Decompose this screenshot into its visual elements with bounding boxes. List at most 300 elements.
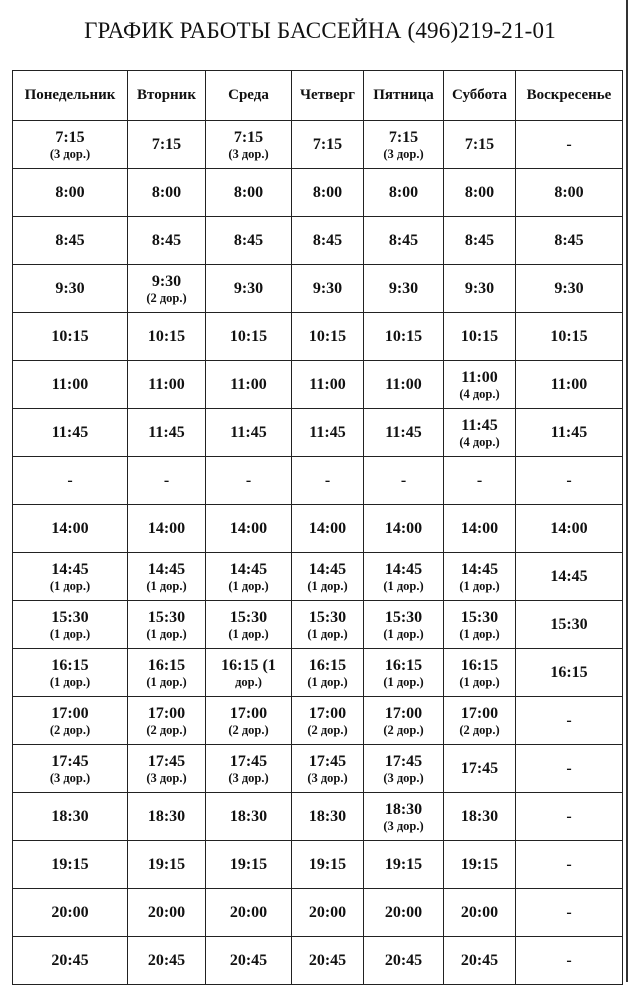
session-time: 14:00 (51, 520, 89, 537)
schedule-cell-monday (13, 841, 128, 889)
session-time: 10:15 (308, 328, 347, 345)
session-time: 16:15 (460, 656, 499, 674)
session-time: 9:30 (233, 280, 264, 297)
session-time: 10:15 (147, 328, 186, 345)
schedule-cell-sunday (516, 601, 623, 649)
lanes-note: (3 дор.) (146, 770, 187, 785)
schedule-cell-saturday (444, 937, 516, 985)
session-time: 10:15 (550, 328, 588, 345)
lanes-note: (1 дор.) (228, 626, 269, 641)
session-time: 9:30 (554, 280, 584, 297)
schedule-cell-sunday (516, 697, 623, 745)
schedule-cell-monday (13, 793, 128, 841)
session-time: 14:00 (147, 520, 186, 537)
session-time: 19:15 (51, 856, 89, 873)
session-time: 10:15 (384, 328, 423, 345)
schedule-cell-wednesday (206, 361, 292, 409)
session-time: 18:30 (147, 808, 186, 825)
session-time: 17:45 (308, 752, 347, 770)
session-time: 17:45 (229, 752, 268, 770)
session-time: 14:45 (147, 560, 186, 578)
lanes-note: (1 дор.) (307, 626, 348, 641)
schedule-cell-saturday (444, 313, 516, 361)
session-time: 20:00 (460, 904, 499, 921)
session-time: 11:00 (385, 376, 422, 393)
schedule-cell-wednesday (206, 409, 292, 457)
session-time: 19:15 (147, 856, 186, 873)
lanes-note: (1 дор.) (307, 674, 348, 689)
schedule-cell-thursday (292, 649, 364, 697)
lanes-note: (2 дор.) (146, 290, 187, 305)
table-row (13, 841, 623, 889)
session-time: 8:00 (312, 184, 343, 201)
schedule-cell-tuesday (128, 745, 206, 793)
schedule-cell-friday (364, 313, 444, 361)
session-time: 18:30 (460, 808, 499, 825)
table-row (13, 793, 623, 841)
schedule-cell-saturday (444, 409, 516, 457)
schedule-cell-tuesday (128, 505, 206, 553)
schedule-cell-thursday (292, 889, 364, 937)
table-row (13, 169, 623, 217)
session-time: 11:00 (309, 376, 346, 393)
session-time: 20:45 (51, 952, 89, 969)
session-time: 16:15 (147, 656, 186, 674)
schedule-cell-saturday (444, 745, 516, 793)
schedule-cell-sunday (516, 121, 623, 169)
session-time: 17:45 (384, 752, 423, 770)
session-time: 11:45 (51, 424, 89, 441)
table-row (13, 745, 623, 793)
schedule-cell-friday (364, 937, 444, 985)
session-time: 11:00 (51, 376, 89, 393)
schedule-cell-friday (364, 697, 444, 745)
lanes-note: (1 дор.) (49, 626, 91, 641)
schedule-cell-tuesday (128, 841, 206, 889)
session-time: 15:30 (51, 608, 89, 626)
session-time: 8:00 (151, 184, 182, 201)
session-time: 17:00 (147, 704, 186, 722)
session-time: 17:00 (51, 704, 89, 722)
session-time: 14:00 (550, 520, 588, 537)
session-time: 11:45 (461, 416, 498, 434)
schedule-cell-sunday (516, 409, 623, 457)
schedule-cell-tuesday (128, 649, 206, 697)
schedule-cell-monday (13, 937, 128, 985)
page-edge-line (626, 0, 628, 982)
schedule-cell-thursday (292, 265, 364, 313)
session-time: 8:00 (464, 184, 495, 201)
schedule-cell-sunday (516, 745, 623, 793)
session-time: 8:00 (233, 184, 264, 201)
schedule-cell-wednesday (206, 649, 292, 697)
session-time: 8:45 (312, 232, 343, 249)
table-row (13, 505, 623, 553)
lanes-note: (1 дор.) (383, 674, 424, 689)
session-time: 20:45 (384, 952, 423, 969)
lanes-note: (2 дор.) (307, 722, 348, 737)
session-time: - (566, 952, 572, 969)
schedule-cell-thursday (292, 793, 364, 841)
session-time: 20:00 (51, 904, 89, 921)
session-time: 9:30 (151, 272, 182, 290)
schedule-cell-monday (13, 745, 128, 793)
schedule-cell-saturday (444, 265, 516, 313)
schedule-cell-thursday (292, 361, 364, 409)
lanes-note: (3 дор.) (383, 770, 424, 785)
schedule-cell-monday (13, 505, 128, 553)
session-time: 8:00 (55, 184, 85, 201)
schedule-cell-friday (364, 457, 444, 505)
session-time: 9:30 (312, 280, 343, 297)
session-time: 17:45 (51, 752, 89, 770)
schedule-cell-sunday (516, 889, 623, 937)
schedule-cell-saturday (444, 697, 516, 745)
lanes-note: (1 дор.) (459, 674, 500, 689)
session-time: 19:15 (308, 856, 347, 873)
schedule-cell-monday (13, 409, 128, 457)
session-time: - (476, 472, 483, 489)
session-time: 18:30 (51, 808, 89, 825)
lanes-note: (2 дор.) (228, 722, 269, 737)
schedule-cell-thursday (292, 937, 364, 985)
table-row (13, 601, 623, 649)
schedule-cell-wednesday (206, 841, 292, 889)
schedule-cell-friday (364, 217, 444, 265)
schedule-body (13, 121, 623, 985)
schedule-cell-wednesday (206, 505, 292, 553)
session-time: 8:45 (233, 232, 264, 249)
schedule-cell-monday (13, 601, 128, 649)
column-header-tuesday: Вторник (128, 71, 206, 121)
session-time: 11:45 (230, 424, 267, 441)
session-time: 19:15 (460, 856, 499, 873)
schedule-cell-sunday (516, 841, 623, 889)
session-time: 11:45 (309, 424, 346, 441)
lanes-note: (3 дор.) (228, 146, 269, 161)
schedule-cell-thursday (292, 409, 364, 457)
schedule-cell-tuesday (128, 121, 206, 169)
session-time: 11:00 (550, 376, 588, 393)
page-title: ГРАФИК РАБОТЫ БАССЕЙНА (496)219-21-01 (84, 18, 556, 43)
schedule-cell-sunday (516, 361, 623, 409)
column-header-friday: Пятница (364, 71, 444, 121)
session-time: 18:30 (229, 808, 268, 825)
schedule-cell-saturday (444, 601, 516, 649)
lanes-note: (4 дор.) (459, 434, 500, 449)
schedule-cell-wednesday (206, 601, 292, 649)
session-time: 8:00 (388, 184, 419, 201)
session-time: 9:30 (55, 280, 85, 297)
session-time: 11:45 (550, 424, 588, 441)
schedule-cell-wednesday (206, 553, 292, 601)
schedule-cell-tuesday (128, 265, 206, 313)
session-time: 15:30 (229, 608, 268, 626)
session-time: 10:15 (460, 328, 499, 345)
schedule-cell-saturday (444, 505, 516, 553)
lanes-note: (2 дор.) (49, 722, 91, 737)
schedule-cell-thursday (292, 745, 364, 793)
lanes-note: (3 дор.) (307, 770, 348, 785)
schedule-cell-tuesday (128, 553, 206, 601)
session-time: - (163, 472, 170, 489)
schedule-cell-wednesday (206, 457, 292, 505)
session-time: 10:15 (51, 328, 89, 345)
lanes-note: (1 дор.) (146, 674, 187, 689)
schedule-cell-tuesday (128, 697, 206, 745)
table-row (13, 889, 623, 937)
schedule-cell-thursday (292, 841, 364, 889)
table-row (13, 937, 623, 985)
schedule-cell-saturday (444, 457, 516, 505)
session-time: - (566, 808, 572, 825)
schedule-table (12, 70, 623, 985)
lanes-note: дор.) (235, 674, 262, 689)
schedule-cell-sunday (516, 217, 623, 265)
schedule-cell-sunday (516, 505, 623, 553)
session-time: 14:45 (229, 560, 268, 578)
session-time: 15:30 (550, 616, 588, 633)
schedule-cell-monday (13, 553, 128, 601)
lanes-note: (2 дор.) (383, 722, 424, 737)
schedule-cell-monday (13, 697, 128, 745)
lanes-note: (1 дор.) (383, 626, 424, 641)
session-time: 7:15 (233, 128, 264, 146)
session-time: 14:00 (229, 520, 268, 537)
schedule-cell-friday (364, 649, 444, 697)
lanes-note: (3 дор.) (228, 770, 269, 785)
schedule-cell-saturday (444, 649, 516, 697)
schedule-cell-wednesday (206, 937, 292, 985)
session-time: 9:30 (388, 280, 419, 297)
session-time: 14:45 (51, 560, 89, 578)
table-row (13, 217, 623, 265)
session-time: 15:30 (308, 608, 347, 626)
session-time: 20:45 (308, 952, 347, 969)
schedule-cell-sunday (516, 457, 623, 505)
session-time: 15:30 (147, 608, 186, 626)
session-time: - (566, 712, 572, 729)
column-header-monday: Понедельник (13, 71, 128, 121)
session-time: - (324, 472, 331, 489)
schedule-cell-thursday (292, 313, 364, 361)
schedule-cell-friday (364, 553, 444, 601)
session-time: 16:15 (1 (221, 656, 276, 674)
lanes-note: (1 дор.) (146, 578, 187, 593)
column-header-sunday: Воскресенье (516, 71, 623, 121)
session-time: 19:15 (384, 856, 423, 873)
schedule-cell-friday (364, 265, 444, 313)
lanes-note: (3 дор.) (383, 818, 424, 833)
lanes-note: (1 дор.) (307, 578, 348, 593)
session-time: - (566, 136, 572, 153)
session-time: 8:45 (55, 232, 85, 249)
session-time: 20:00 (384, 904, 423, 921)
schedule-cell-tuesday (128, 937, 206, 985)
session-time: 16:15 (550, 664, 588, 681)
schedule-cell-thursday (292, 121, 364, 169)
session-time: 11:00 (148, 376, 185, 393)
session-time: 14:00 (384, 520, 423, 537)
schedule-cell-friday (364, 793, 444, 841)
schedule-cell-tuesday (128, 601, 206, 649)
session-time: 15:30 (384, 608, 423, 626)
schedule-cell-thursday (292, 169, 364, 217)
schedule-cell-friday (364, 841, 444, 889)
schedule-cell-monday (13, 169, 128, 217)
schedule-cell-sunday (516, 937, 623, 985)
session-time: 18:30 (384, 800, 423, 818)
table-row (13, 553, 623, 601)
schedule-cell-wednesday (206, 217, 292, 265)
schedule-cell-wednesday (206, 745, 292, 793)
schedule-cell-monday (13, 889, 128, 937)
session-time: 16:15 (308, 656, 347, 674)
schedule-cell-tuesday (128, 361, 206, 409)
session-time: 20:00 (147, 904, 186, 921)
session-time: 11:45 (148, 424, 185, 441)
lanes-note: (1 дор.) (459, 578, 500, 593)
schedule-cell-monday (13, 217, 128, 265)
schedule-cell-saturday (444, 169, 516, 217)
schedule-cell-saturday (444, 217, 516, 265)
session-time: - (245, 472, 252, 489)
schedule-cell-wednesday (206, 793, 292, 841)
schedule-cell-sunday (516, 553, 623, 601)
schedule-cell-monday (13, 265, 128, 313)
schedule-cell-friday (364, 889, 444, 937)
session-time: 17:00 (308, 704, 347, 722)
table-row (13, 121, 623, 169)
session-time: - (566, 856, 572, 873)
lanes-note: (3 дор.) (49, 770, 91, 785)
schedule-cell-monday (13, 361, 128, 409)
lanes-note: (1 дор.) (49, 674, 91, 689)
session-time: 19:15 (229, 856, 268, 873)
session-time: 8:45 (388, 232, 419, 249)
table-row (13, 457, 623, 505)
schedule-cell-thursday (292, 505, 364, 553)
schedule-cell-sunday (516, 169, 623, 217)
session-time: 20:45 (147, 952, 186, 969)
session-time: 16:15 (384, 656, 423, 674)
schedule-cell-friday (364, 601, 444, 649)
session-time: 14:00 (308, 520, 347, 537)
schedule-cell-wednesday (206, 169, 292, 217)
session-time: 15:30 (460, 608, 499, 626)
schedule-cell-thursday (292, 601, 364, 649)
schedule-cell-saturday (444, 889, 516, 937)
session-time: 17:45 (460, 760, 499, 777)
schedule-cell-tuesday (128, 793, 206, 841)
schedule-cell-tuesday (128, 313, 206, 361)
session-time: 20:00 (308, 904, 347, 921)
schedule-cell-friday (364, 361, 444, 409)
session-time: 14:45 (308, 560, 347, 578)
lanes-note: (1 дор.) (228, 578, 269, 593)
schedule-cell-tuesday (128, 169, 206, 217)
session-time: 14:00 (460, 520, 499, 537)
column-header-thursday: Четверг (292, 71, 364, 121)
lanes-note: (4 дор.) (459, 386, 500, 401)
schedule-cell-thursday (292, 457, 364, 505)
schedule-cell-saturday (444, 793, 516, 841)
schedule-cell-monday (13, 457, 128, 505)
schedule-cell-saturday (444, 361, 516, 409)
schedule-cell-tuesday (128, 217, 206, 265)
schedule-cell-monday (13, 121, 128, 169)
column-header-wednesday: Среда (206, 71, 292, 121)
session-time: 9:30 (464, 280, 495, 297)
session-time: 11:00 (461, 368, 498, 386)
session-time: 7:15 (312, 136, 343, 153)
table-row (13, 697, 623, 745)
schedule-cell-saturday (444, 553, 516, 601)
table-row (13, 649, 623, 697)
session-time: 20:00 (229, 904, 268, 921)
lanes-note: (3 дор.) (383, 146, 424, 161)
schedule-cell-friday (364, 409, 444, 457)
session-time: 18:30 (308, 808, 347, 825)
lanes-note: (2 дор.) (146, 722, 187, 737)
lanes-note: (3 дор.) (49, 146, 91, 161)
header-row (13, 71, 623, 121)
schedule-cell-friday (364, 169, 444, 217)
session-time: 14:45 (384, 560, 423, 578)
schedule-cell-wednesday (206, 313, 292, 361)
session-time: 7:15 (55, 128, 85, 146)
session-time: - (566, 472, 572, 489)
schedule-cell-tuesday (128, 457, 206, 505)
lanes-note: (2 дор.) (459, 722, 500, 737)
schedule-cell-sunday (516, 649, 623, 697)
lanes-note: (1 дор.) (383, 578, 424, 593)
session-time: 8:45 (464, 232, 495, 249)
session-time: - (400, 472, 407, 489)
table-row (13, 361, 623, 409)
session-time: - (67, 472, 73, 489)
session-time: 8:00 (554, 184, 584, 201)
schedule-cell-saturday (444, 841, 516, 889)
session-time: 7:15 (388, 128, 419, 146)
session-time: 7:15 (151, 136, 182, 153)
session-time: 17:00 (229, 704, 268, 722)
table-row (13, 313, 623, 361)
schedule-cell-wednesday (206, 697, 292, 745)
schedule-cell-saturday (444, 121, 516, 169)
schedule-cell-wednesday (206, 265, 292, 313)
schedule-cell-thursday (292, 697, 364, 745)
schedule-cell-tuesday (128, 409, 206, 457)
schedule-cell-thursday (292, 553, 364, 601)
session-time: 17:00 (384, 704, 423, 722)
table-row (13, 409, 623, 457)
column-header-saturday: Суббота (444, 71, 516, 121)
schedule-cell-sunday (516, 313, 623, 361)
session-time: 7:15 (464, 136, 495, 153)
schedule-cell-sunday (516, 793, 623, 841)
session-time: 14:45 (550, 568, 588, 585)
schedule-cell-tuesday (128, 889, 206, 937)
session-time: 20:45 (229, 952, 268, 969)
session-time: 20:45 (460, 952, 499, 969)
schedule-cell-friday (364, 121, 444, 169)
session-time: 16:15 (51, 656, 89, 674)
session-time: - (566, 904, 572, 921)
session-time: 8:45 (151, 232, 182, 249)
table-row (13, 265, 623, 313)
schedule-cell-wednesday (206, 121, 292, 169)
